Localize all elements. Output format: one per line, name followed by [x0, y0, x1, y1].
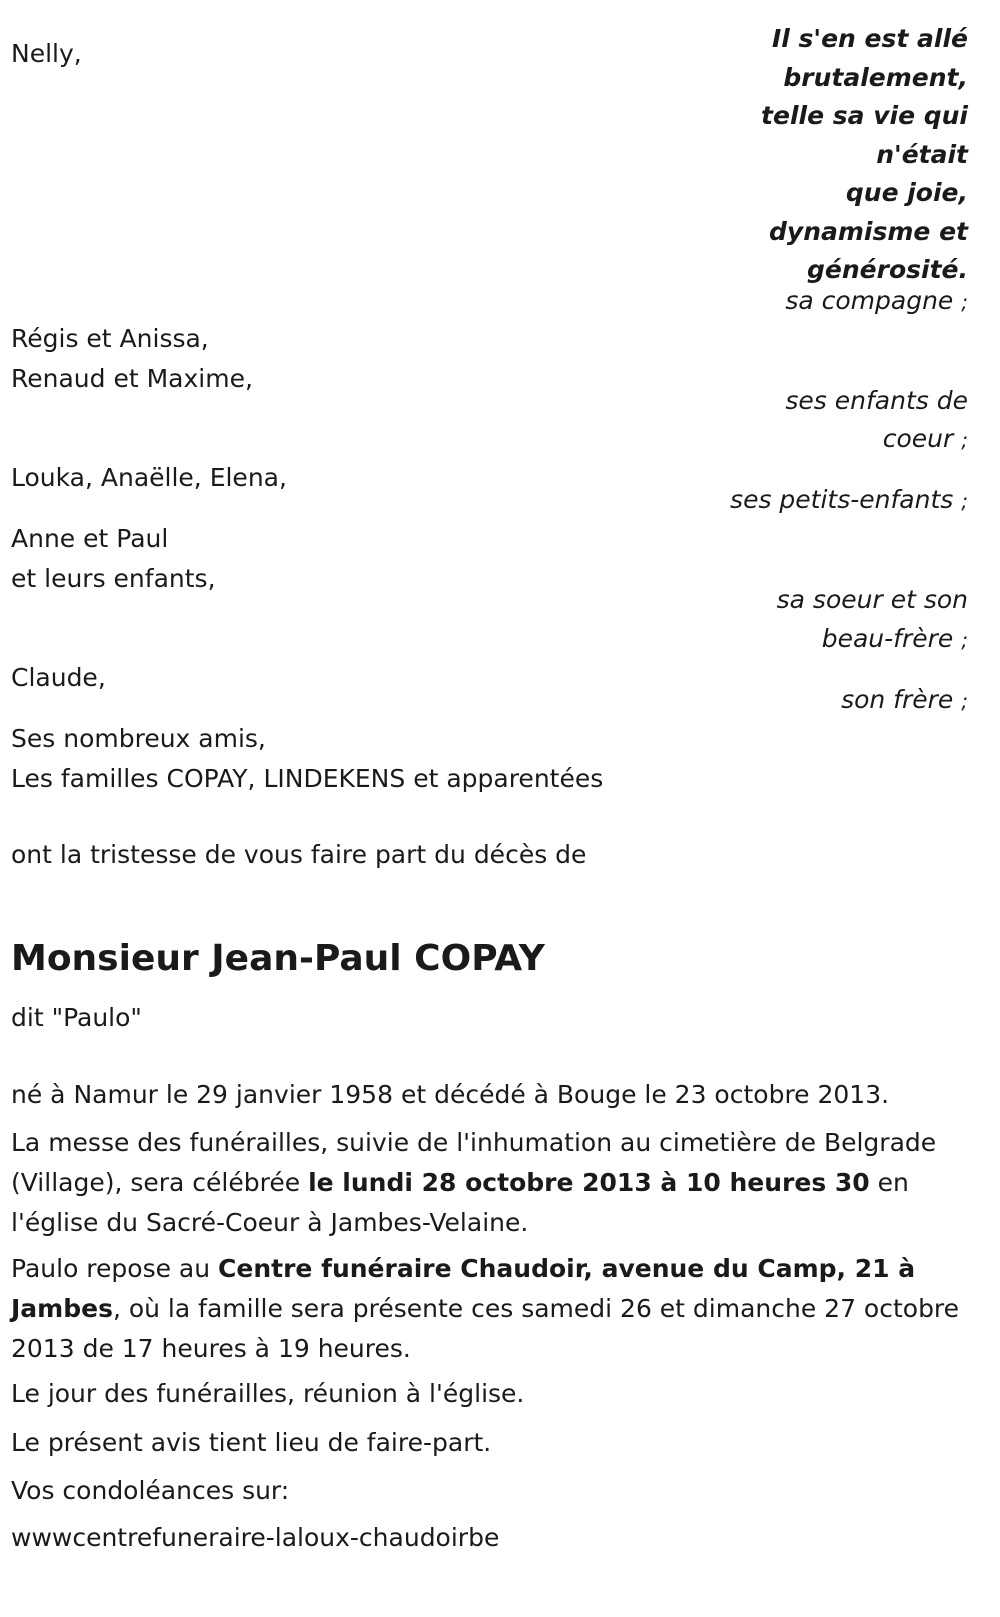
children-relation-line-1: ses enfants de: [785, 386, 968, 415]
funeral-location: en l'église du Sacré-Coeur à Jambes-Velaine.: [11, 1168, 909, 1237]
rest-paragraph: [11, 1249, 986, 1369]
poem-line: générosité.: [807, 255, 968, 284]
family-name-line: Régis et Anissa,: [11, 324, 209, 353]
condolences-label: Vos condoléances sur:: [11, 1476, 290, 1505]
family-name-line: Ses nombreux amis,: [11, 724, 266, 753]
meeting-note: Le jour des funérailles, réunion à l'église.: [11, 1379, 525, 1408]
relation-text: son frère: [841, 685, 954, 714]
funeral-text: La messe des funérailles, suivie de l'inhumation au cimetière de Belgrade (Village), sera célébrée: [11, 1128, 937, 1197]
separator: ;: [961, 689, 968, 713]
companion-relation: [785, 281, 968, 322]
grandchildren-names: Louka, Anaëlle, Elena,: [11, 463, 287, 492]
brother-relation: [841, 680, 968, 721]
deceased-name: Monsieur Jean-Paul COPAY: [11, 938, 545, 979]
poem-line: dynamisme et: [769, 216, 968, 246]
separator: ;: [961, 628, 968, 652]
children-relation-line-2: [883, 419, 968, 460]
relation-text: coeur: [882, 424, 954, 453]
relation-text: ses petits-enfants: [730, 485, 954, 514]
condolences-website[interactable]: wwwcentrefuneraire-laloux-chaudoirbe: [11, 1523, 500, 1552]
deceased-nickname: dit "Paulo": [11, 1003, 142, 1032]
grandchildren-relation: [730, 480, 968, 521]
children-names: [11, 319, 253, 399]
family-name-line: et leurs enfants,: [11, 564, 216, 593]
sister-relation-line-1: sa soeur et son: [776, 585, 968, 614]
funeral-date: le lundi 28 octobre 2013 à 10 heures 30: [308, 1168, 870, 1197]
companion-name: Nelly,: [11, 39, 82, 68]
separator: ;: [961, 489, 968, 513]
family-name-line: Les familles COPAY, LINDEKENS et apparentées: [11, 764, 604, 793]
others: [11, 719, 603, 799]
separator: ;: [961, 290, 968, 314]
poem-line: n'était: [876, 139, 968, 169]
funeral-paragraph: [11, 1123, 986, 1243]
family-name-line: Anne et Paul: [11, 524, 169, 553]
poem-line: telle sa vie qui: [761, 101, 968, 130]
relation-text: sa compagne: [785, 286, 954, 315]
poem: [761, 20, 968, 290]
poem-line: brutalement,: [783, 62, 968, 92]
family-name-line: Renaud et Maxime,: [11, 364, 253, 393]
funeral-center: Centre funéraire Chaudoir, avenue du Camp, 21 à Jambes: [11, 1254, 916, 1323]
poem-line: Il s'en est allé: [771, 24, 968, 53]
birth-death: né à Namur le 29 janvier 1958 et décédé à Bouge le 23 octobre 2013.: [11, 1080, 890, 1109]
brother-name: Claude,: [11, 663, 106, 692]
sister-names: [11, 519, 216, 599]
rest-visit-hours: , où la famille sera présente ces samedi 26 et dimanche 27 octobre 2013 de 17 heures à 19 heures.: [11, 1294, 960, 1363]
rest-text: Paulo repose au: [11, 1254, 219, 1283]
sister-relation-line-2: [822, 619, 968, 660]
announcement: ont la tristesse de vous faire part du décès de: [11, 840, 587, 869]
notice-note: Le présent avis tient lieu de faire-part.: [11, 1428, 492, 1457]
separator: ;: [961, 428, 968, 452]
poem-line: que joie,: [845, 178, 968, 207]
relation-text: beau-frère: [821, 624, 954, 653]
